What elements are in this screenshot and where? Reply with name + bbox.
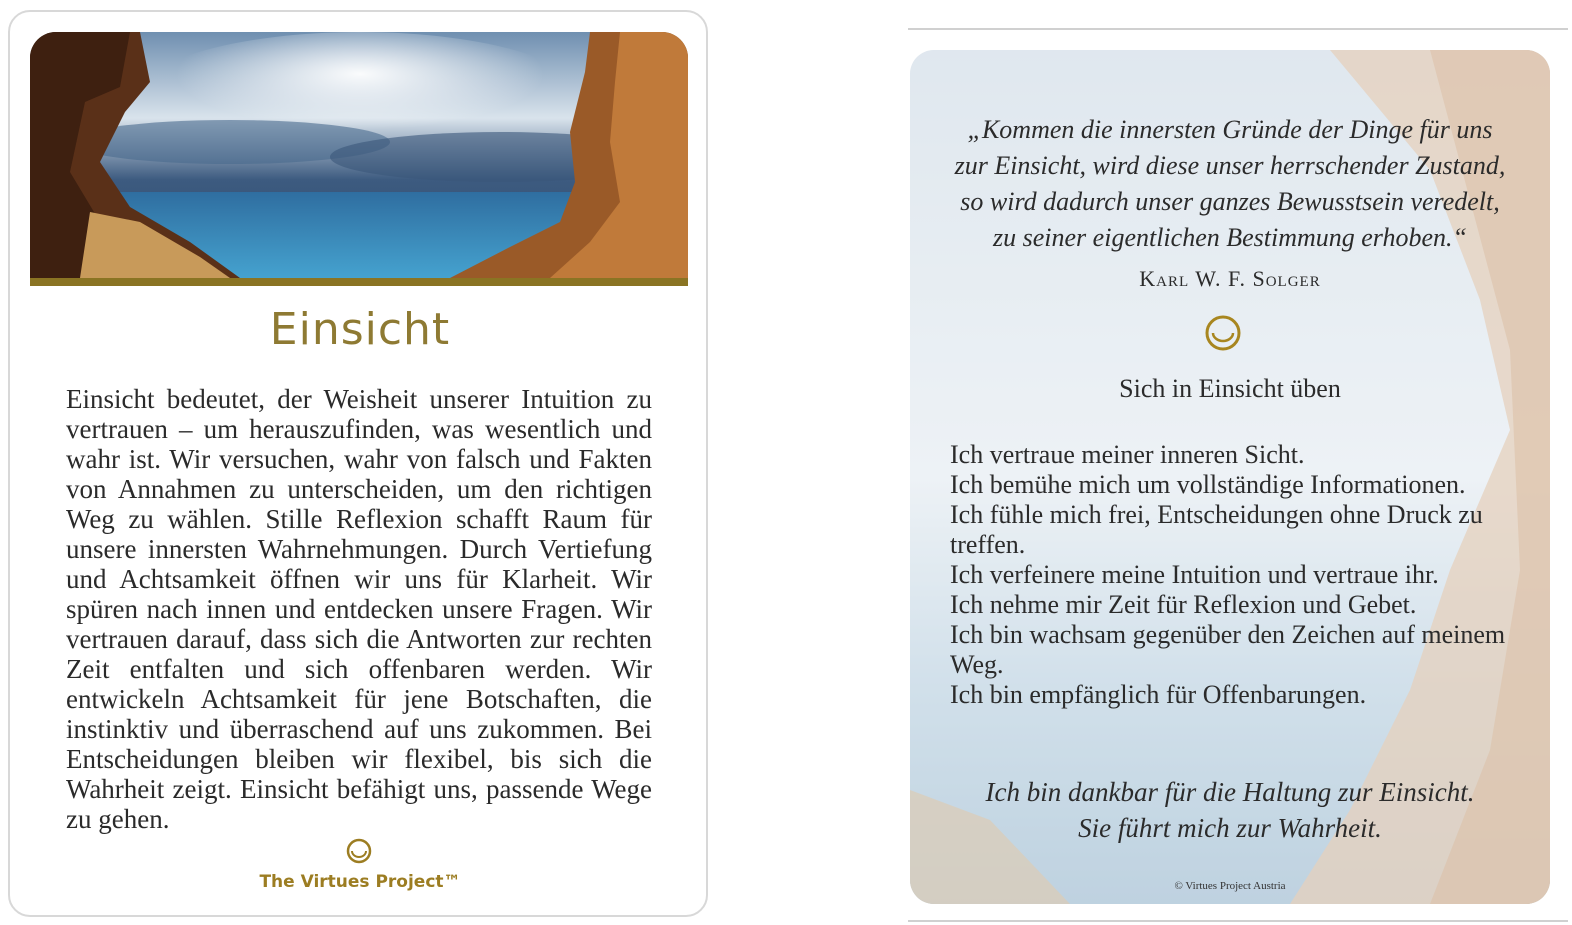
hero-image-sea-cliffs — [30, 32, 688, 278]
list-item: Ich fühle mich frei, Entscheidungen ohne Druck zu treffen. — [950, 500, 1483, 559]
list-item: Ich verfeinere meine Intuition und vertraue ihr. — [950, 560, 1439, 589]
practice-title: Sich in Einsicht üben — [1119, 374, 1341, 403]
list-item: Ich vertraue meiner inneren Sicht. — [950, 440, 1305, 469]
back-card-panel — [910, 50, 1550, 904]
copyright-notice: © Virtues Project Austria — [1174, 880, 1286, 892]
quote-line: so wird dadurch unser ganzes Bewusstsein veredelt, — [960, 187, 1500, 216]
quote-line: zu seiner eigentlichen Bestimmung erhoben.“ — [993, 223, 1467, 252]
hero-divider-band — [30, 278, 688, 286]
practice-list — [950, 440, 1510, 710]
quote — [910, 112, 1550, 256]
card-description: Einsicht bedeutet, der Weisheit unserer Intuition zu vertrauen – um herauszufinden, was wesentlich und wahr ist. Wir versuchen, wahr von falsch und Fakten von Annahmen zu unterscheiden, um den richtigen Weg zu wählen. Stille Reflexion schafft Raum für unsere innersten Wahrnehmungen. Durch Vertiefung und Achtsamkeit öffnen wir uns für Klarheit. Wir spüren nach innen und entdecken unsere Fragen. Wir vertrauen darauf, dass sich die Antworten zur rechten Zeit entfalten und sich offenbaren werden. Wir entwickeln Achtsamkeit für jene Botschaften, die instinktiv und überraschend auf uns zukommen. Bei Entscheidungen bleiben wir flexibel, bis sich die Wahrheit zeigt. Einsicht befähigt uns, passende Wege zu gehen. — [66, 384, 652, 834]
front-card — [8, 10, 708, 917]
gratitude-statement — [910, 774, 1550, 846]
list-item: Ich bemühe mich um vollständige Informationen. — [950, 470, 1466, 499]
virtues-ring-icon — [346, 838, 372, 864]
virtues-project-logo-text: The Virtues Project™ — [259, 872, 461, 892]
virtues-ring-icon — [1204, 314, 1242, 352]
back-card — [908, 28, 1568, 922]
list-item: Ich bin wachsam gegenüber den Zeichen auf meinem Weg. — [950, 620, 1506, 679]
list-item: Ich bin empfänglich für Offenbarungen. — [950, 680, 1367, 709]
gratitude-line: Ich bin dankbar für die Haltung zur Einsicht. — [985, 777, 1475, 807]
gratitude-line: Sie führt mich zur Wahrheit. — [1078, 813, 1382, 843]
quote-author: Karl W. F. Solger — [1139, 266, 1321, 291]
quote-line: „Kommen die innersten Gründe der Dinge für uns — [967, 115, 1493, 144]
card-title: Einsicht — [269, 304, 451, 355]
list-item: Ich nehme mir Zeit für Reflexion und Gebet. — [950, 590, 1417, 619]
quote-line: zur Einsicht, wird diese unser herrschender Zustand, — [954, 151, 1506, 180]
